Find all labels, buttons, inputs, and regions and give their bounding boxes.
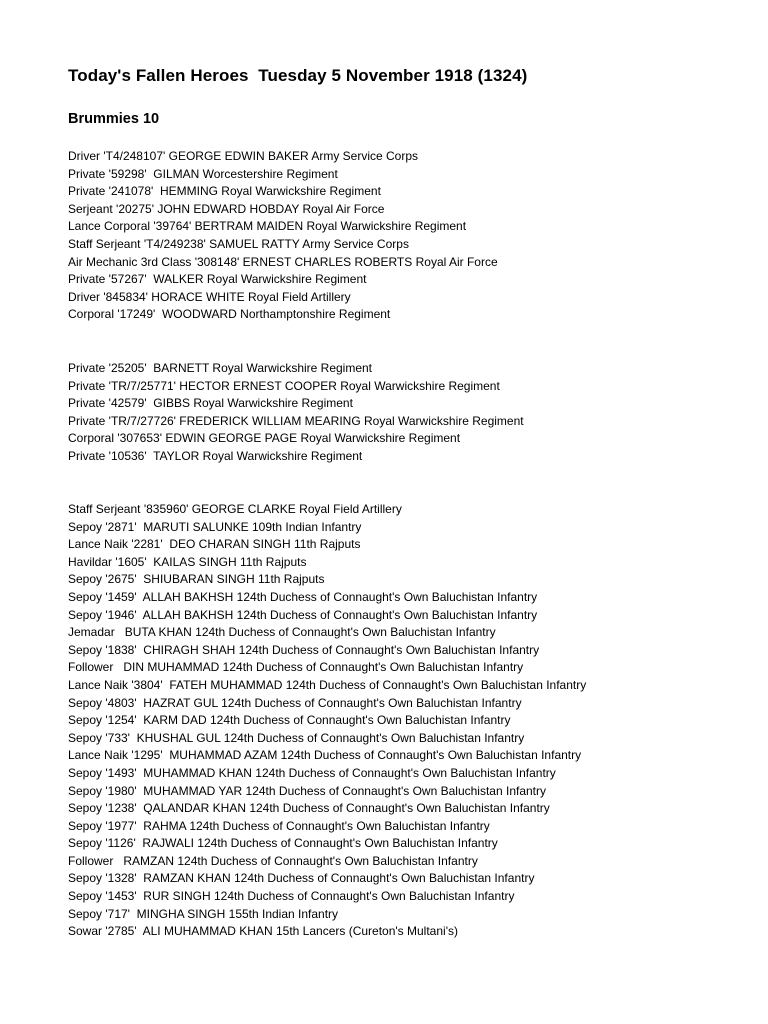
casualty-entry: Sepoy '717' MINGHA SINGH 155th Indian Infantry (68, 906, 339, 921)
casualty-entry: Staff Serjeant 'T4/249238' SAMUEL RATTY Army Service Corps (68, 236, 409, 251)
casualty-list-section-3 (68, 501, 586, 941)
casualty-entry: Havildar '1605' KAILAS SINGH 11th Rajputs (68, 554, 307, 569)
casualty-entry: Sepoy '733' KHUSHAL GUL 124th Duchess of Connaught's Own Baluchistan Infantry (68, 730, 525, 745)
casualty-entry: Sepoy '1453' RUR SINGH 124th Duchess of Connaught's Own Baluchistan Infantry (68, 889, 515, 904)
casualty-entry: Private '42579' GIBBS Royal Warwickshire Regiment (68, 396, 353, 411)
casualty-entry: Serjeant '20275' JOHN EDWARD HOBDAY Royal Air Force (68, 201, 385, 216)
casualty-entry: Lance Corporal '39764' BERTRAM MAIDEN Royal Warwickshire Regiment (68, 219, 467, 234)
casualty-entry: Private '241078' HEMMING Royal Warwickshire Regiment (68, 184, 381, 199)
casualty-entry: Staff Serjeant '835960' GEORGE CLARKE Royal Field Artillery (68, 502, 402, 516)
casualty-list-section-2 (68, 360, 524, 466)
casualty-entry: Private '25205' BARNETT Royal Warwickshire Regiment (68, 361, 373, 375)
casualty-entry: Jemadar BUTA KHAN 124th Duchess of Connaught's Own Baluchistan Infantry (68, 625, 496, 640)
casualty-entry: Sepoy '1980' MUHAMMAD YAR 124th Duchess of Connaught's Own Baluchistan Infantry (68, 783, 547, 798)
casualty-entry: Sepoy '1977' RAHMA 124th Duchess of Connaught's Own Baluchistan Infantry (68, 818, 490, 833)
casualty-entry: Corporal '17249' WOODWARD Northamptonshire Regiment (68, 307, 391, 322)
casualty-entry: Sepoy '4803' HAZRAT GUL 124th Duchess of Connaught's Own Baluchistan Infantry (68, 695, 522, 710)
casualty-entry: Sepoy '1238' QALANDAR KHAN 124th Duchess of Connaught's Own Baluchistan Infantry (68, 801, 550, 816)
casualty-entry: Sepoy '1459' ALLAH BAKHSH 124th Duchess of Connaught's Own Baluchistan Infantry (68, 589, 538, 604)
casualty-entry: Private '59298' GILMAN Worcestershire Regiment (68, 166, 338, 181)
casualty-entry: Follower RAMZAN 124th Duchess of Connaught's Own Baluchistan Infantry (68, 853, 478, 868)
casualty-entry: Sepoy '1328' RAMZAN KHAN 124th Duchess of Connaught's Own Baluchistan Infantry (68, 871, 535, 886)
casualty-entry: Sepoy '1493' MUHAMMAD KHAN 124th Duchess of Connaught's Own Baluchistan Infantry (68, 765, 556, 780)
casualty-entry: Driver '845834' HORACE WHITE Royal Field Artillery (68, 289, 351, 304)
casualty-entry: Sepoy '2675' SHIUBARAN SINGH 11th Rajputs (68, 572, 325, 587)
casualty-entry: Sepoy '1946' ALLAH BAKHSH 124th Duchess of Connaught's Own Baluchistan Infantry (68, 607, 538, 622)
casualty-entry: Follower DIN MUHAMMAD 124th Duchess of Connaught's Own Baluchistan Infantry (68, 660, 524, 675)
casualty-entry: Corporal '307653' EDWIN GEORGE PAGE Royal Warwickshire Regiment (68, 431, 461, 446)
page-title: Today's Fallen Heroes Tuesday 5 November 1918 (1324) (68, 66, 528, 85)
casualty-entry: Private 'TR/7/25771' HECTOR ERNEST COOPER Royal Warwickshire Regiment (68, 378, 500, 393)
casualty-entry: Sowar '2785' ALI MUHAMMAD KHAN 15th Lancers (Cureton's Multani's) (68, 924, 458, 939)
casualty-list-section-1 (68, 148, 498, 324)
casualty-entry: Air Mechanic 3rd Class '308148' ERNEST CHARLES ROBERTS Royal Air Force (68, 254, 498, 269)
casualty-entry: Lance Naik '3804' FATEH MUHAMMAD 124th Duchess of Connaught's Own Baluchistan Infantry (68, 677, 587, 692)
casualty-entry: Sepoy '2871' MARUTI SALUNKE 109th Indian Infantry (68, 519, 362, 534)
casualty-entry: Lance Naik '1295' MUHAMMAD AZAM 124th Duchess of Connaught's Own Baluchistan Infantry (68, 748, 582, 763)
casualty-entry: Driver 'T4/248107' GEORGE EDWIN BAKER Army Service Corps (68, 149, 419, 163)
casualty-entry: Sepoy '1838' CHIRAGH SHAH 124th Duchess of Connaught's Own Baluchistan Infantry (68, 642, 540, 657)
casualty-entry: Private '10536' TAYLOR Royal Warwickshire Regiment (68, 448, 363, 463)
casualty-entry: Sepoy '1254' KARM DAD 124th Duchess of Connaught's Own Baluchistan Infantry (68, 713, 511, 728)
casualty-entry: Lance Naik '2281' DEO CHARAN SINGH 11th Rajputs (68, 537, 361, 552)
casualty-entry: Private 'TR/7/27726' FREDERICK WILLIAM MEARING Royal Warwickshire Regiment (68, 413, 524, 428)
page-subtitle: Brummies 10 (68, 111, 160, 127)
casualty-entry: Private '57267' WALKER Royal Warwickshire Regiment (68, 272, 367, 287)
casualty-entry: Sepoy '1126' RAJWALI 124th Duchess of Connaught's Own Baluchistan Infantry (68, 836, 498, 851)
